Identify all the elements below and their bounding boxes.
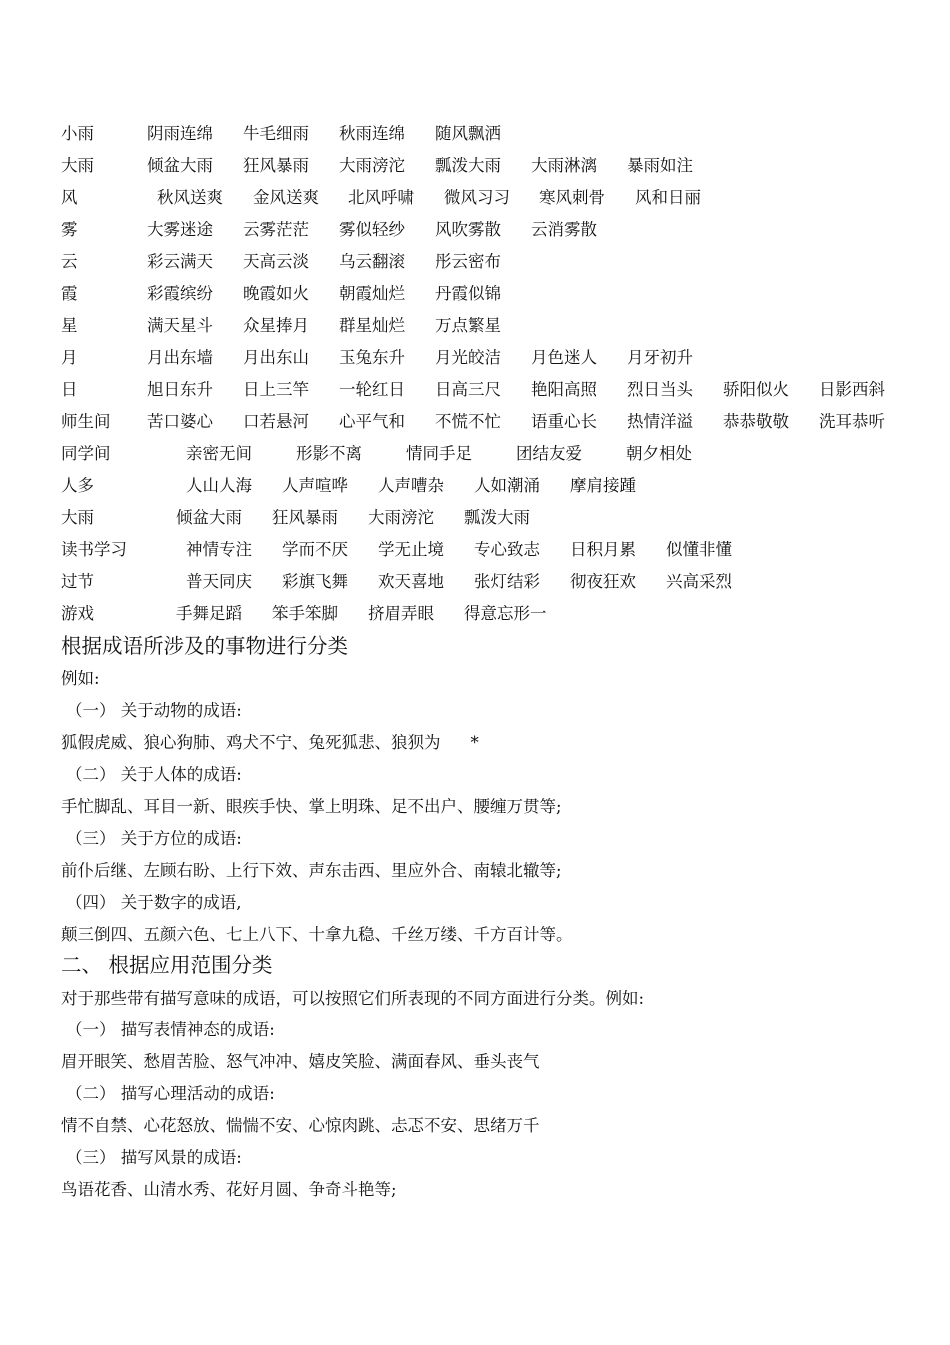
- idiom-category: 云: [61, 252, 78, 271]
- idiom-item: 挤眉弄眼: [368, 604, 434, 623]
- section2-item-text: 情不自禁、心花怒放、惴惴不安、心惊肉跳、忐忑不安、思绪万千: [61, 1116, 540, 1135]
- idiom-category: 大雨: [61, 508, 94, 527]
- idiom-item: 雾似轻纱: [339, 220, 405, 239]
- idiom-row: [0, 313, 950, 339]
- idiom-item: 神情专注: [186, 540, 252, 559]
- idiom-item: 学而不厌: [282, 540, 348, 559]
- idiom-item: 随风飘洒: [435, 124, 501, 143]
- idiom-item: 彩霞缤纷: [147, 284, 213, 303]
- idiom-item: 云消雾散: [531, 220, 597, 239]
- idiom-item: 日上三竿: [243, 380, 309, 399]
- idiom-item: 月出东墙: [147, 348, 213, 367]
- idiom-item: 满天星斗: [147, 316, 213, 335]
- idiom-item: 学无止境: [378, 540, 444, 559]
- idiom-category: 雾: [61, 220, 78, 239]
- idiom-item: 苦口婆心: [147, 412, 213, 431]
- idiom-item: 风吹雾散: [435, 220, 501, 239]
- idiom-row: [0, 441, 950, 467]
- idiom-row: [0, 601, 950, 627]
- section1-item-text: 手忙脚乱、耳目一新、眼疾手快、掌上明珠、足不出户、腰缠万贯等;: [61, 797, 562, 816]
- idiom-row: [0, 505, 950, 531]
- idiom-item: 大雨滂沱: [339, 156, 405, 175]
- idiom-item: 亲密无间: [186, 444, 252, 463]
- idiom-item: 彻夜狂欢: [570, 572, 636, 591]
- idiom-item: 群星灿烂: [339, 316, 405, 335]
- section1-item-label: （三） 关于方位的成语:: [66, 829, 242, 848]
- idiom-row: [0, 185, 950, 211]
- idiom-item: 大雨滂沱: [368, 508, 434, 527]
- idiom-item: 日影西斜: [819, 380, 885, 399]
- idiom-item: 人山人海: [186, 476, 252, 495]
- idiom-category: 月: [61, 348, 78, 367]
- idiom-item: 阴雨连绵: [147, 124, 213, 143]
- idiom-item: 人声喧哗: [282, 476, 348, 495]
- idiom-item: 天高云淡: [243, 252, 309, 271]
- idiom-item: 欢天喜地: [378, 572, 444, 591]
- section1-intro: 例如:: [61, 669, 100, 688]
- idiom-item: 人如潮涌: [474, 476, 540, 495]
- idiom-category: 星: [61, 316, 78, 335]
- idiom-item: 情同手足: [406, 444, 472, 463]
- idiom-item: 日高三尺: [435, 380, 501, 399]
- idiom-row: [0, 281, 950, 307]
- idiom-item: 乌云翻滚: [339, 252, 405, 271]
- idiom-item: 晚霞如火: [243, 284, 309, 303]
- idiom-item: 月光皎洁: [435, 348, 501, 367]
- idiom-item: 月出东山: [243, 348, 309, 367]
- idiom-item: 月色迷人: [531, 348, 597, 367]
- section1-item-text: 前仆后继、左顾右盼、上行下效、声东击西、里应外合、南辕北辙等;: [61, 861, 562, 880]
- idiom-row: [0, 345, 950, 371]
- idiom-category: 读书学习: [61, 540, 127, 559]
- idiom-item: 朝霞灿烂: [339, 284, 405, 303]
- idiom-item: 张灯结彩: [474, 572, 540, 591]
- section1-item-label: （一） 关于动物的成语:: [66, 701, 242, 720]
- idiom-item: 倾盆大雨: [176, 508, 242, 527]
- idiom-item: 兴高采烈: [666, 572, 732, 591]
- idiom-category: 大雨: [61, 156, 94, 175]
- section2-intro: 对于那些带有描写意味的成语，可以按照它们所表现的不同方面进行分类。例如:: [61, 989, 645, 1008]
- idiom-row: [0, 377, 950, 403]
- idiom-item: 万点繁星: [435, 316, 501, 335]
- idiom-item: 艳阳高照: [531, 380, 597, 399]
- idiom-item: 倾盆大雨: [147, 156, 213, 175]
- idiom-item: 彩旗飞舞: [282, 572, 348, 591]
- idiom-item: 朝夕相处: [626, 444, 692, 463]
- section2-item-text: 鸟语花香、山清水秀、花好月圆、争奇斗艳等;: [61, 1180, 397, 1199]
- idiom-item: 丹霞似锦: [435, 284, 501, 303]
- idiom-item: 得意忘形一: [464, 604, 547, 623]
- idiom-item: 不慌不忙: [435, 412, 501, 431]
- idiom-item: 笨手笨脚: [272, 604, 338, 623]
- idiom-item: 彤云密布: [435, 252, 501, 271]
- idiom-item: 秋雨连绵: [339, 124, 405, 143]
- idiom-item: 暴雨如注: [627, 156, 693, 175]
- idiom-item: 狂风暴雨: [272, 508, 338, 527]
- idiom-item: 摩肩接踵: [570, 476, 636, 495]
- idiom-item: 风和日丽: [635, 188, 701, 207]
- idiom-item: 恭恭敬敬: [723, 412, 789, 431]
- idiom-row: [0, 217, 950, 243]
- idiom-item: 热情洋溢: [627, 412, 693, 431]
- section1-heading: 根据成语所涉及的事物进行分类: [61, 634, 348, 658]
- idiom-category: 过节: [61, 572, 94, 591]
- idiom-category: 师生间: [61, 412, 111, 431]
- idiom-item: 众星捧月: [243, 316, 309, 335]
- idiom-item: 瓢泼大雨: [464, 508, 530, 527]
- idiom-item: 旭日东升: [147, 380, 213, 399]
- idiom-item: 日积月累: [570, 540, 636, 559]
- idiom-item: 大雾迷途: [147, 220, 213, 239]
- idiom-item: 洗耳恭听: [819, 412, 885, 431]
- idiom-row: [0, 153, 950, 179]
- idiom-row: [0, 473, 950, 499]
- idiom-item: 秋风送爽: [157, 188, 223, 207]
- idiom-item: 骄阳似火: [723, 380, 789, 399]
- idiom-category: 小雨: [61, 124, 94, 143]
- idiom-item: 瓢泼大雨: [435, 156, 501, 175]
- idiom-item: 云雾茫茫: [243, 220, 309, 239]
- idiom-item: 大雨淋漓: [531, 156, 597, 175]
- idiom-item: 北风呼啸: [348, 188, 414, 207]
- idiom-item: 玉兔东升: [339, 348, 405, 367]
- section2-item-label: （一） 描写表情神态的成语:: [66, 1020, 275, 1039]
- idiom-item: 语重心长: [531, 412, 597, 431]
- idiom-category: 人多: [61, 476, 94, 495]
- idiom-category: 游戏: [61, 604, 94, 623]
- idiom-row: [0, 409, 950, 435]
- idiom-category: 霞: [61, 284, 78, 303]
- idiom-item: 烈日当头: [627, 380, 693, 399]
- asterisk-mark: *: [470, 733, 479, 752]
- section1-item-label: （二） 关于人体的成语:: [66, 765, 242, 784]
- idiom-row: [0, 569, 950, 595]
- idiom-row: [0, 121, 950, 147]
- section2-item-label: （三） 描写风景的成语:: [66, 1148, 242, 1167]
- section2-item-label: （二） 描写心理活动的成语:: [66, 1084, 275, 1103]
- idiom-item: 月牙初升: [627, 348, 693, 367]
- idiom-item: 彩云满天: [147, 252, 213, 271]
- idiom-item: 似懂非懂: [666, 540, 732, 559]
- idiom-item: 寒风刺骨: [539, 188, 605, 207]
- idiom-item: 一轮红日: [339, 380, 405, 399]
- section1-item-label: （四） 关于数字的成语,: [66, 893, 242, 912]
- idiom-item: 心平气和: [339, 412, 405, 431]
- idiom-item: 口若悬河: [243, 412, 309, 431]
- idiom-item: 微风习习: [444, 188, 510, 207]
- section1-item-text: 颠三倒四、五颜六色、七上八下、十拿九稳、千丝万缕、千方百计等。: [61, 925, 573, 944]
- idiom-row: [0, 537, 950, 563]
- idiom-category: 风: [61, 188, 78, 207]
- idiom-item: 手舞足蹈: [176, 604, 242, 623]
- idiom-item: 狂风暴雨: [243, 156, 309, 175]
- idiom-item: 牛毛细雨: [243, 124, 309, 143]
- idiom-item: 专心致志: [474, 540, 540, 559]
- idiom-item: 形影不离: [296, 444, 362, 463]
- section2-heading: 二、 根据应用范围分类: [61, 953, 273, 977]
- idiom-item: 人声嘈杂: [378, 476, 444, 495]
- section1-item-text: 狐假虎威、狼心狗肺、鸡犬不宁、兔死狐悲、狼狈为 *: [61, 733, 479, 752]
- idiom-row: [0, 249, 950, 275]
- idiom-item: 普天同庆: [186, 572, 252, 591]
- idiom-item: 金风送爽: [253, 188, 319, 207]
- section2-item-text: 眉开眼笑、愁眉苦脸、怒气冲冲、嬉皮笑脸、满面春风、垂头丧气: [61, 1052, 540, 1071]
- idiom-category: 同学间: [61, 444, 111, 463]
- idiom-category: 日: [61, 380, 78, 399]
- idiom-item: 团结友爱: [516, 444, 582, 463]
